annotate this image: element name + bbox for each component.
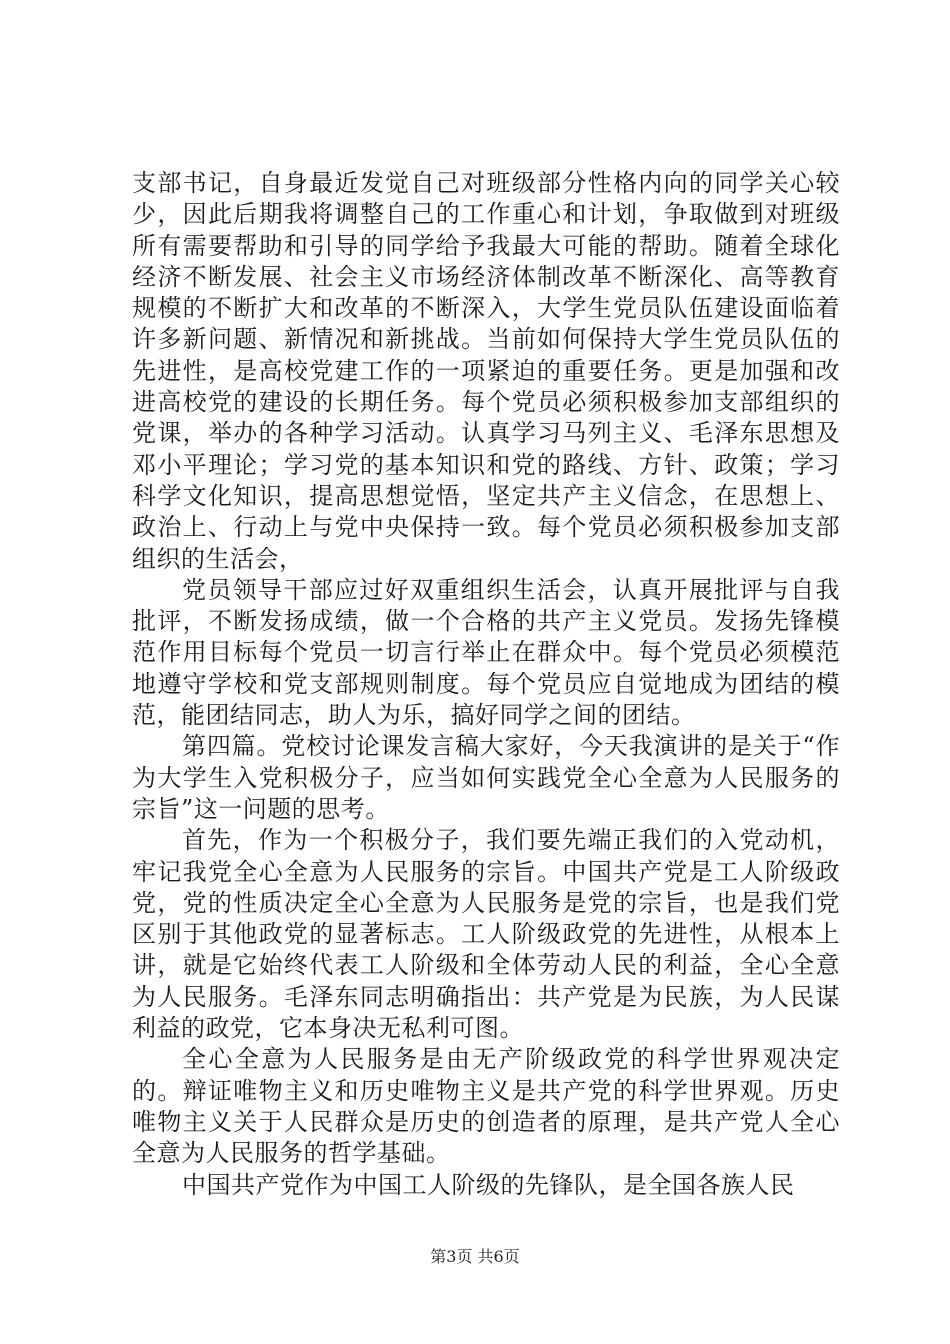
document-body [132,168,840,1201]
paragraph-2: 党员领导干部应过好双重组织生活会，认真开展批评与自我批评，不断发扬成绩，做一个合格的共产主义党员。发扬先锋模范作用目标每个党员一切言行举止在群众中。每个党员必须模范地遵守学校和党支部规则制度。每个党员应自觉地成为团结的模范，能团结同志，助人为乐，搞好同学之间的团结。 [132,575,840,730]
paragraph-1: 支部书记，自身最近发觉自己对班级部分性格内向的同学关心较少，因此后期我将调整自己的工作重心和计划，争取做到对班级所有需要帮助和引导的同学给予我最大可能的帮助。随着全球化经济不断发展、社会主义市场经济体制改革不断深化、高等教育规模的不断扩大和改革的不断深入，大学生党员队伍建设面临着许多新问题、新情况和新挑战。当前如何保持大学生党员队伍的先进性，是高校党建工作的一项紧迫的重要任务。更是加强和改进高校党的建设的长期任务。每个党员必须积极参加支部组织的党课，举办的各种学习活动。认真学习马列主义、毛泽东思想及邓小平理论；学习党的基本知识和党的路线、方针、政策；学习科学文化知识，提高思想觉悟，坚定共产主义信念，在思想上、政治上、行动上与党中央保持一致。每个党员必须积极参加支部组织的生活会， [132,169,840,573]
page-footer: 第3页 共6页 [430,1247,520,1266]
paragraph-3: 第四篇。党校讨论课发言稿大家好，今天我演讲的是关于“作为大学生入党积极分子，应当如何实践党全心全意为人民服务的宗旨”这一问题的思考。 [132,732,840,823]
paragraph-5: 全心全意为人民服务是由无产阶级政党的科学世界观决定的。辩证唯物主义和历史唯物主义是共产党的科学世界观。历史唯物主义关于人民群众是历史的创造者的原理，是共产党人全心全意为人民服务的哲学基础。 [132,1045,840,1168]
paragraph-4: 首先，作为一个积极分子，我们要先端正我们的入党动机，牢记我党全心全意为人民服务的宗旨。中国共产党是工人阶级政党，党的性质决定全心全意为人民服务是党的宗旨，也是我们党区别于其他政党的显著标志。工人阶级政党的先进性，从根本上讲，就是它始终代表工人阶级和全体劳动人民的利益，全心全意为人民服务。毛泽东同志明确指出：共产党是为民族，为人民谋利益的政党，它本身决无私利可图。 [132,826,840,1043]
paragraph-6: 中国共产党作为中国工人阶级的先锋队，是全国各族人民 [182,1170,795,1199]
